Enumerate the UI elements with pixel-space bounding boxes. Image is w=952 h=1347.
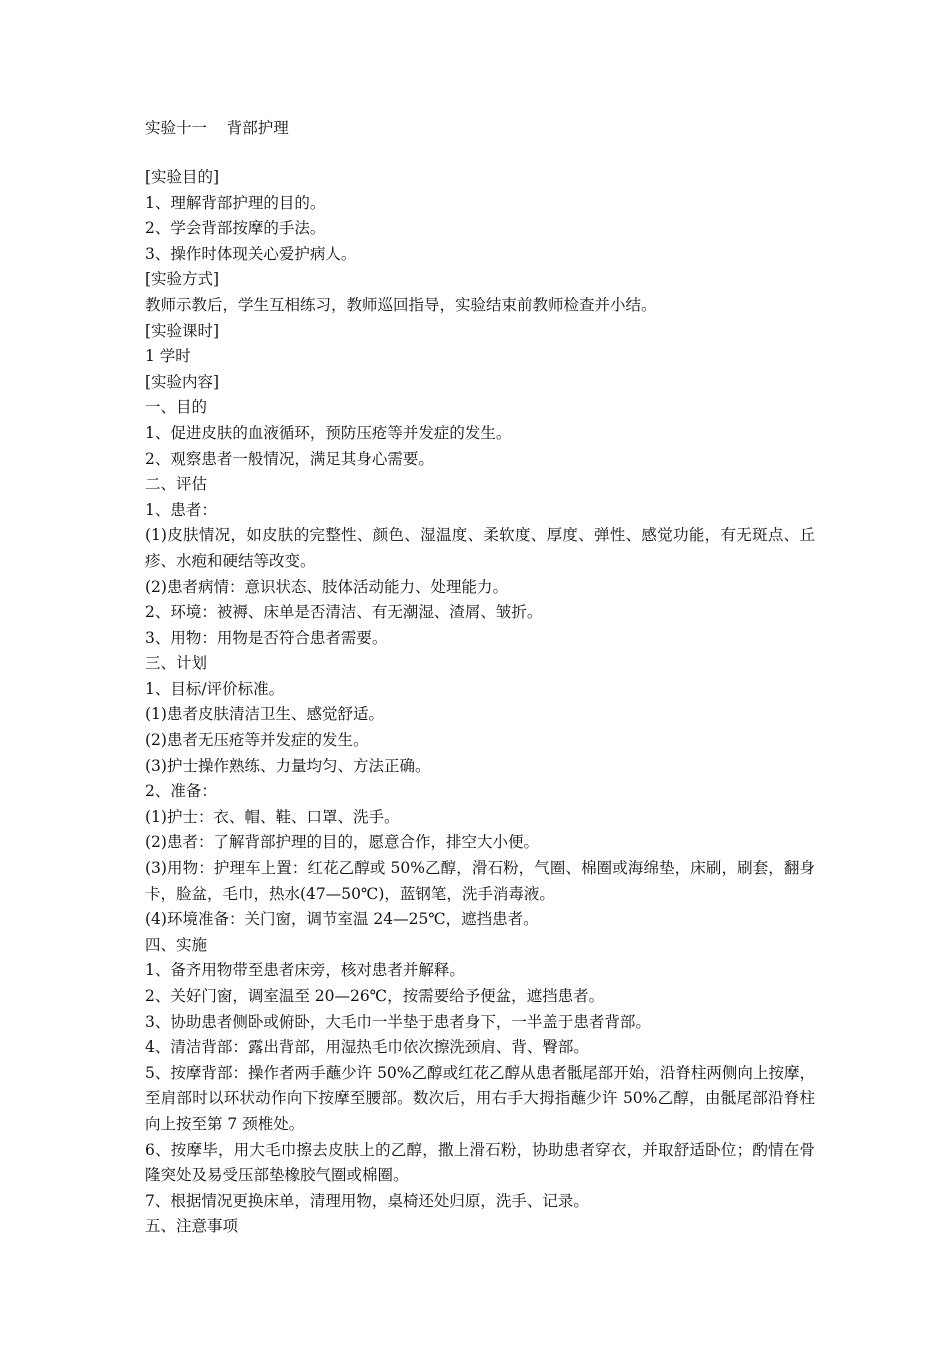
paragraph-line: 3、用物：用物是否符合患者需要。 (145, 628, 388, 647)
paragraph-line: 1、备齐用物带至患者床旁，核对患者并解释。 (145, 961, 465, 980)
subsection-heading: 三、计划 (145, 654, 208, 673)
paragraph-line: 1、理解背部护理的目的。 (145, 193, 326, 212)
section-heading-content: [实验内容] (145, 372, 220, 391)
paragraph-line: (3)用物：护理车上置：红花乙醇或 50%乙醇，滑石粉，气圈、棉圈或海绵垫，床刷，刷套，翻身卡，脸盆，毛巾，热水(47—50℃)，蓝钢笔，洗手消毒液。 (145, 859, 815, 903)
paragraph-line: 3、协助患者侧卧或俯卧，大毛巾一半垫于患者身下，一半盖于患者背部。 (145, 1012, 651, 1031)
paragraph-line: (1)皮肤情况，如皮肤的完整性、颜色、湿温度、柔软度、厚度、弹性、感觉功能，有无斑点、丘疹、水疱和硬结等改变。 (145, 526, 815, 570)
paragraph-line: 2、环境：被褥、床单是否清洁、有无潮湿、渣屑、皱折。 (145, 603, 543, 622)
paragraph-line: 4、清洁背部：露出背部，用湿热毛巾依次擦洗颈肩、背、臀部。 (145, 1038, 589, 1057)
paragraph-line: 6、按摩毕，用大毛巾擦去皮肤上的乙醇，撒上滑石粉，协助患者穿衣，并取舒适卧位；酌情在骨隆突处及易受压部垫橡胶气圈或棉圈。 (145, 1140, 815, 1185)
paragraph-line: (3)护士操作熟练、力量均匀、方法正确。 (145, 756, 431, 775)
subsection-heading: 二、评估 (145, 475, 208, 494)
paragraph-line: 2、学会背部按摩的手法。 (145, 219, 326, 238)
paragraph-line: 5、按摩背部：操作者两手蘸少许 50%乙醇或红花乙醇从患者骶尾部开始，沿脊柱两侧向上按摩，至肩部时以环状动作向下按摩至腰部。数次后，用右手大拇指蘸少许 50%乙醇，由骶尾部沿脊柱向上按至第 7 颈椎处。 (145, 1063, 815, 1133)
paragraph-line: 2、观察患者一般情况，满足其身心需要。 (145, 449, 434, 468)
document-body (145, 116, 815, 1240)
paragraph-line: (2)患者：了解背部护理的目的，愿意合作，排空大小便。 (145, 833, 539, 852)
paragraph-line: (1)护士：衣、帽、鞋、口罩、洗手。 (145, 807, 400, 826)
section-heading-hours: [实验课时] (145, 321, 220, 340)
subsection-heading: 五、注意事项 (145, 1217, 239, 1236)
paragraph-line: 7、根据情况更换床单，清理用物，桌椅还处归原，洗手、记录。 (145, 1191, 589, 1210)
paragraph-line: 1、目标/评价标准。 (145, 679, 285, 698)
section-heading-purpose: [实验目的] (145, 168, 220, 186)
paragraph-line: (2)患者无压疮等并发症的发生。 (145, 731, 369, 750)
paragraph-line: 3、操作时体现关心爱护病人。 (145, 244, 357, 263)
paragraph-line: 1、促进皮肤的血液循环，预防压疮等并发症的发生。 (145, 423, 512, 442)
paragraph-line: (4)环境准备：关门窗，调节室温 24—25℃，遮挡患者。 (145, 910, 539, 929)
paragraph-line: (1)患者皮肤清洁卫生、感觉舒适。 (145, 705, 384, 724)
paragraph-line: 1 学时 (145, 347, 191, 366)
paragraph-line: 教师示教后，学生互相练习，教师巡回指导，实验结束前教师检查并小结。 (145, 295, 657, 314)
page-title: 实验十一 背部护理 (145, 119, 289, 137)
section-heading-method: [实验方式] (145, 270, 220, 289)
subsection-heading: 四、实施 (145, 935, 208, 954)
paragraph-line: 1、患者： (145, 500, 217, 519)
paragraph-line: 2、准备： (145, 782, 217, 801)
subsection-heading: 一、目的 (145, 398, 208, 417)
paragraph-line: (2)患者病情：意识状态、肢体活动能力、处理能力。 (145, 577, 508, 596)
paragraph-line: 2、关好门窗，调室温至 20—26℃，按需要给予便盆，遮挡患者。 (145, 987, 605, 1005)
